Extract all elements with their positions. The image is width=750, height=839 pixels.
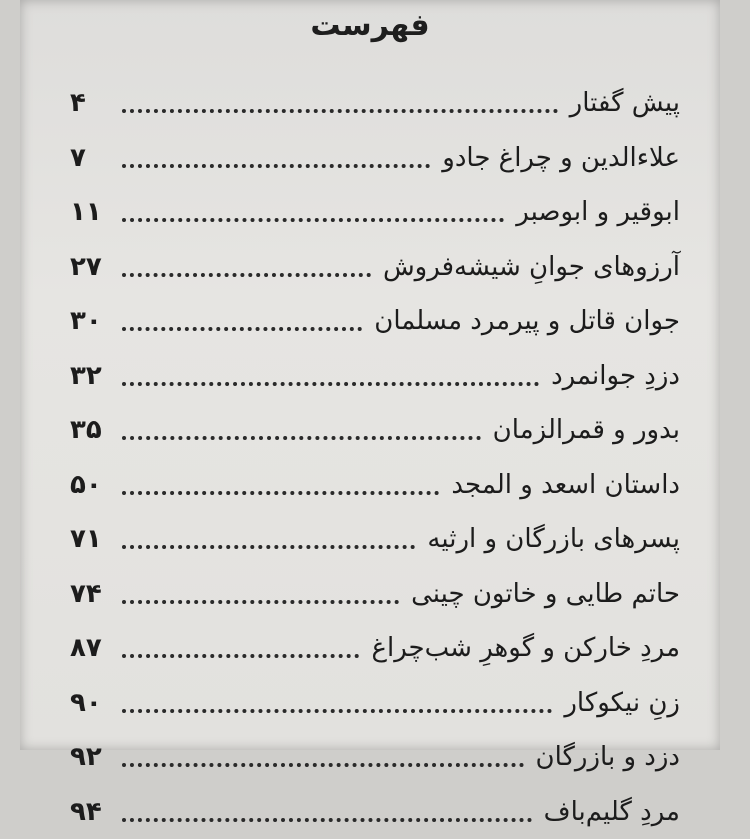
toc-entry-page: ۸۷	[70, 633, 116, 663]
toc-entry-title: جوان قاتل و پیرمرد مسلمان	[368, 306, 680, 336]
toc-title: فهرست	[20, 8, 720, 43]
toc-entry-title: علاءالدین و چراغ جادو	[436, 143, 680, 173]
toc-entry-title: بدور و قمرالزمان	[487, 415, 680, 445]
toc-entry-page: ۲۷	[70, 252, 116, 282]
dot-leader	[122, 436, 481, 440]
toc-entry	[70, 349, 680, 404]
dot-leader	[122, 545, 415, 549]
toc-entry	[70, 240, 680, 295]
toc-entry	[70, 403, 680, 458]
toc-entry-page: ۵۰	[70, 470, 116, 500]
dot-leader	[122, 327, 362, 331]
toc-entry	[70, 458, 680, 513]
toc-entry	[70, 185, 680, 240]
toc-entry	[70, 676, 680, 731]
dot-leader	[122, 763, 524, 767]
toc-list	[70, 76, 680, 839]
toc-entry-title: داستان اسعد و المجد	[445, 470, 680, 500]
book-page	[20, 0, 720, 750]
toc-entry-page: ۴	[70, 88, 116, 118]
toc-entry	[70, 621, 680, 676]
toc-entry-page: ۷۱	[70, 524, 116, 554]
toc-entry-page: ۳۰	[70, 306, 116, 336]
dot-leader	[122, 164, 430, 168]
toc-entry-page: ۳۲	[70, 361, 116, 391]
toc-entry	[70, 567, 680, 622]
toc-entry-title: پسرهای بازرگان و ارثیه	[421, 524, 680, 554]
toc-entry-page: ۷	[70, 143, 116, 173]
toc-entry	[70, 294, 680, 349]
toc-entry-title: زنِ نیکوکار	[558, 688, 680, 718]
toc-entry-page: ۹۲	[70, 742, 116, 772]
toc-entry-title: آرزوهای جوانِ شیشه‌فروش	[377, 252, 680, 282]
dot-leader	[122, 818, 532, 822]
toc-entry-title: مردِ گلیم‌باف	[538, 797, 680, 827]
dot-leader	[122, 709, 552, 713]
toc-entry	[70, 512, 680, 567]
toc-entry	[70, 785, 680, 839]
toc-entry-page: ۹۰	[70, 688, 116, 718]
dot-leader	[122, 273, 371, 277]
toc-entry-title: پیش گفتار	[564, 88, 680, 118]
dot-leader	[122, 600, 399, 604]
toc-entry-title: دزدِ جوانمرد	[545, 361, 680, 391]
toc-entry-title: مردِ خارکن و گوهرِ شب‌چراغ	[365, 633, 680, 663]
dot-leader	[122, 654, 359, 658]
toc-entry-page: ۹۴	[70, 797, 116, 827]
toc-entry-title: حاتم طایی و خاتون چینی	[405, 579, 680, 609]
toc-entry	[70, 131, 680, 186]
dot-leader	[122, 382, 539, 386]
dot-leader	[122, 491, 439, 495]
toc-entry	[70, 76, 680, 131]
toc-entry-page: ۷۴	[70, 579, 116, 609]
toc-entry-page: ۱۱	[70, 197, 116, 227]
toc-entry	[70, 730, 680, 785]
dot-leader	[122, 218, 504, 222]
toc-entry-page: ۳۵	[70, 415, 116, 445]
toc-entry-title: دزد و بازرگان	[530, 742, 680, 772]
toc-entry-title: ابوقیر و ابوصبر	[510, 197, 680, 227]
dot-leader	[122, 109, 558, 113]
